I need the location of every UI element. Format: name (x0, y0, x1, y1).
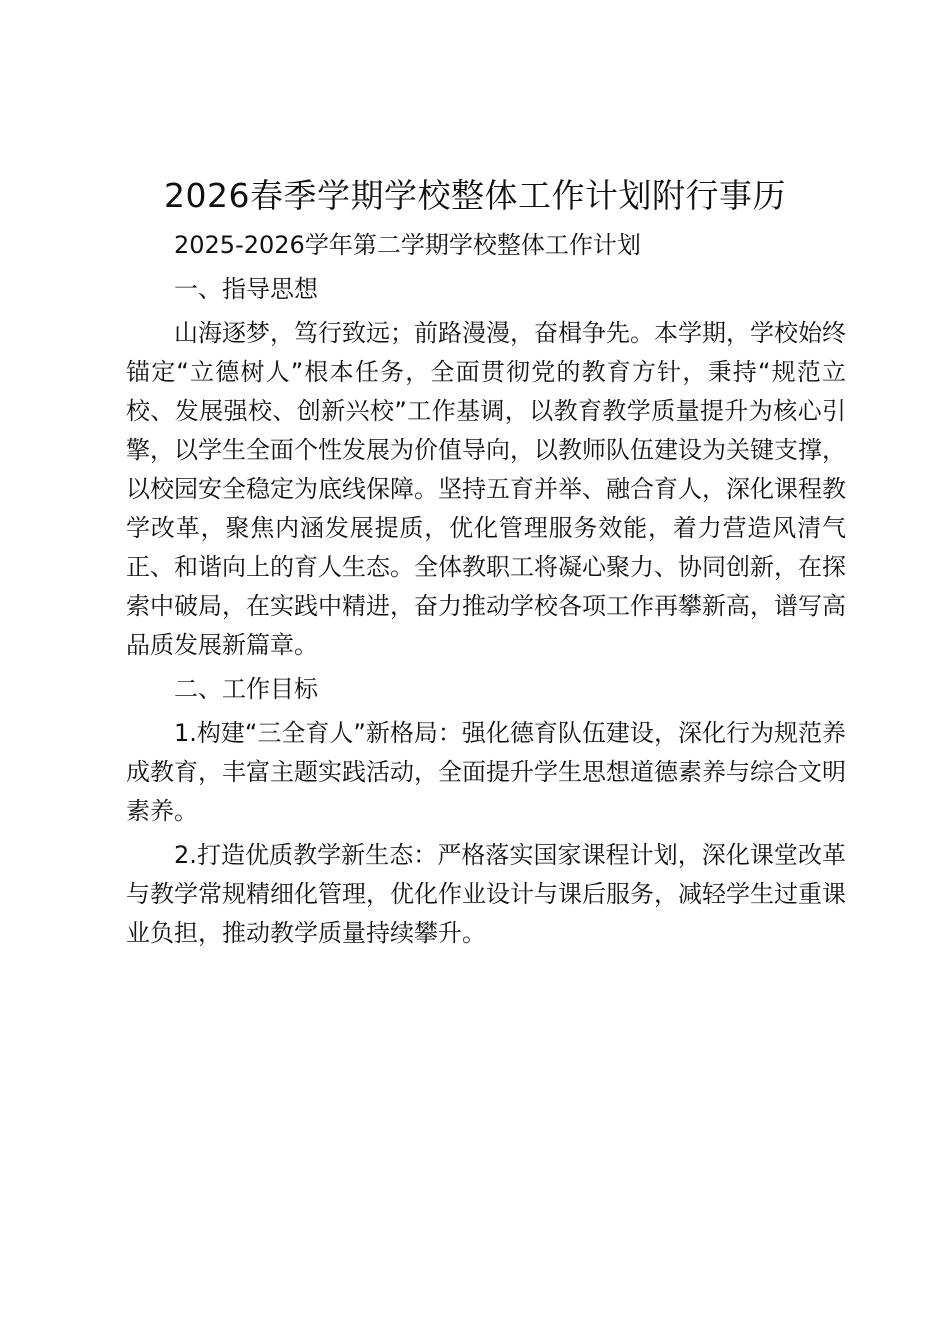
document-title: 2026春季学期学校整体工作计划附行事历 (164, 176, 786, 215)
section-heading-work-goals: 二、工作目标 (174, 675, 318, 703)
paragraph-guiding-ideology: 山海逐梦，笃行致远；前路漫漫，奋楫争先。本学期，学校始终锚定“立德树人”根本任务，全面贯彻党的教育方针，秉持“规范立校、发展强校、创新兴校”工作基调，以教育教学质量提升为核心引擎，以学生全面个性发展为价值导向，以教师队伍建设为关键支撑，以校园安全稳定为底线保障。坚持五育并举、融合育人，深化课程教学改革，聚焦内涵发展提质，优化管理服务效能，着力营造风清气正、和谐向上的育人生态。全体教职工将凝心聚力、协同创新，在探索中破局，在实践中精进，奋力推动学校各项工作再攀新高，谱写高品质发展新篇章。 (126, 319, 846, 659)
paragraph-goal-1: 1.构建“三全育人”新格局：强化德育队伍建设，深化行为规范养成教育，丰富主题实践活动，全面提升学生思想道德素养与综合文明素养。 (126, 719, 846, 825)
paragraph-goal-2: 2.打造优质教学新生态：严格落实国家课程计划，深化课堂改革与教学常规精细化管理，优化作业设计与课后服务，减轻学生过重课业负担，推动教学质量持续攀升。 (126, 841, 846, 947)
document-subtitle: 2025-2026学年第二学期学校整体工作计划 (174, 231, 641, 259)
document-body (126, 226, 846, 953)
section-heading-guiding-ideology: 一、指导思想 (174, 275, 318, 303)
